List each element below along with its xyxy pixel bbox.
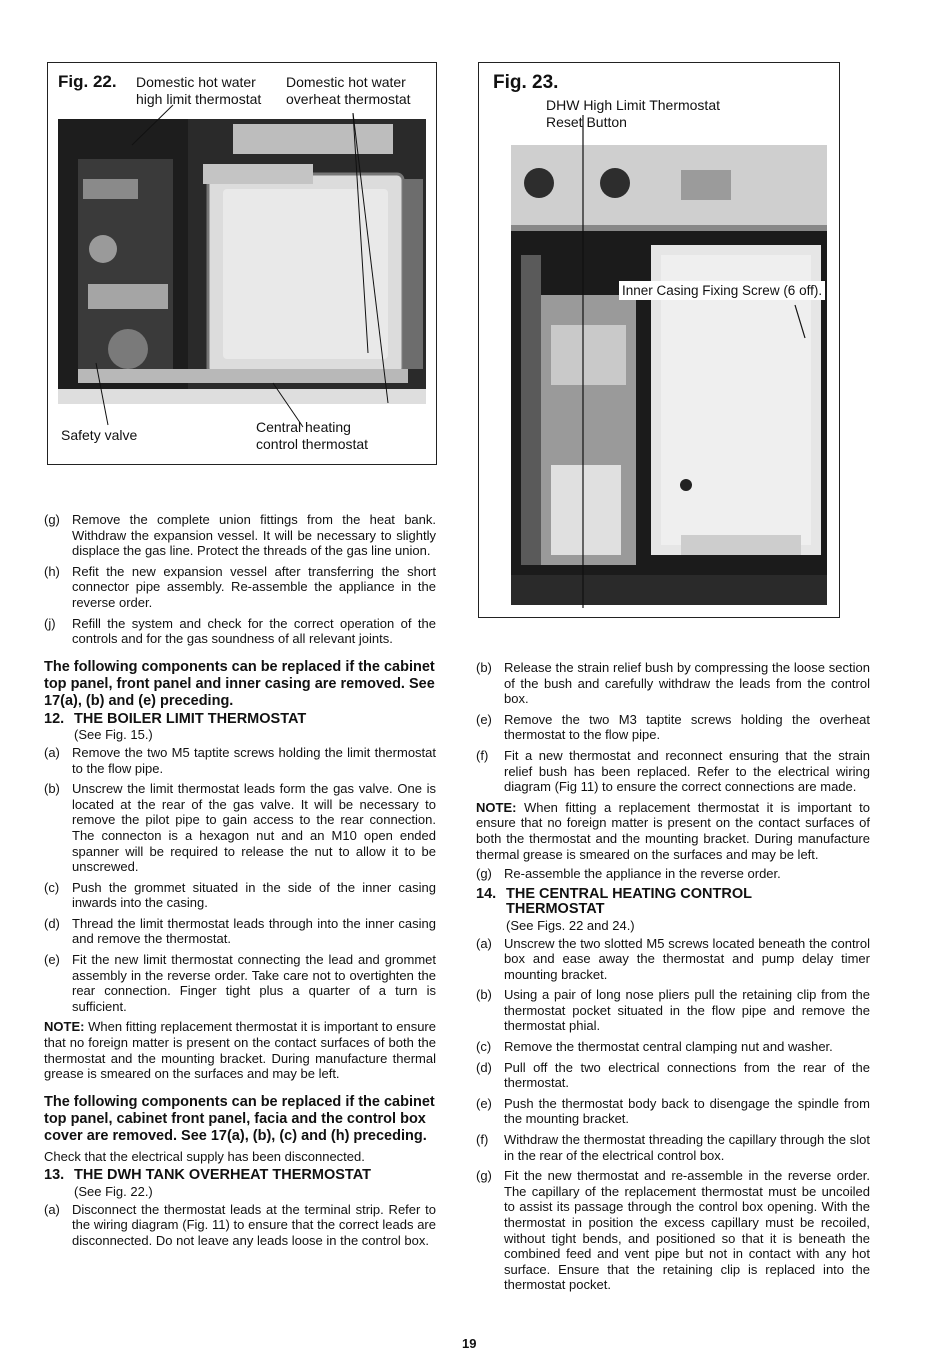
right-column <box>476 660 870 1298</box>
step-13b: (b) Release the strain relief bush by compressing the loose section of the bush and carefully withdraw the leads from the control box. <box>476 660 870 707</box>
step-g-remove-union: (g) Remove the complete union fittings from the heat bank. Withdraw the expansion vessel. It will be necessary to slightly displace the gas line. Protect the threads of the gas line union. <box>44 512 436 559</box>
label-hw-limit-thermostat: Domestic hot water high limit thermostat <box>136 74 262 107</box>
step-12b: (b) Unscrew the limit thermostat leads form the gas valve. One is located at the rear of the gas valve. It will be necessary to remove the pilot pipe to gain access to the rear connection. The connecton is a hexagon nut and an M10 open ended spanner will be required to release the nut to allow it to be unscrewed. <box>44 781 436 875</box>
figure-22-title: Fig. 22. <box>58 72 117 91</box>
step-12d: (d) Thread the limit thermostat leads through into the inner casing and remove the thermostat. <box>44 915 436 947</box>
label-reset-button: DHW High Limit Thermostat Reset Button <box>546 97 721 130</box>
step-14d: (d) Pull off the two electrical connections from the rear of the thermostat. <box>476 1059 870 1091</box>
step-12e: (e) Fit the new limit thermostat connecting the lead and grommet assembly in the reverse order. Take care not to overtighten the rear connection. Finger tight plus a quarter of a turn is sufficient. <box>44 952 436 1014</box>
step-14c: (c) Remove the thermostat central clamping nut and washer. <box>476 1039 833 1055</box>
note-1: NOTE: When fitting replacement thermostat it is important to ensure that no foreign matter is present on the contact surfaces of both the thermostat and the mounting bracket. During manufacture thermal grease is smeared on the surfaces and may be left. <box>44 1019 436 1082</box>
step-h-refit-vessel: (h) Refit the new expansion vessel after transferring the short connector pipe assembly. Re-assemble the appliance in the reverse order. <box>44 563 436 610</box>
step-13f: (f) Fit a new thermostat and reconnect ensuring that the strain relief bush has been replaced. Refer to the electrical wiring diagram (Fig 11) to ensure the correct connections are made. <box>476 747 870 795</box>
left-column <box>44 512 436 1253</box>
figure-23 <box>478 62 840 618</box>
figure-22-leader-lines <box>48 63 438 466</box>
figure-23-title: Fig. 23. <box>493 72 559 93</box>
section-13-heading: 13. THE DWH TANK OVERHEAT THERMOSTAT <box>44 1167 371 1184</box>
section-13-reference: (See Fig. 22.) <box>74 1184 153 1199</box>
note-2: NOTE: When fitting a replacement thermostat it is important to ensure that no foreign matter is present on the contact surfaces of both the thermostat and the mounting bracket. During manufacture thermal grease is smeared on the surfaces and may be left. <box>476 799 870 862</box>
step-j-refill-system: (j) Refill the system and check for the correct operation of the controls and for the gas soundness of all relevant joints. <box>44 615 436 647</box>
step-14g: (g) Fit the new thermostat and re-assemble in the reverse order. The capillary of the replacement thermostat must be uncoiled to assist its passage through the control box opening. With the thermostat in position the excess capillary must be recoiled, without tight bends, and positioned so that it is beneath the combined feed and vent pipe but not in contact with any hot surface. Ensure that the retaining clip is replaced into the thermostat pocket. <box>476 1168 870 1293</box>
step-14b: (b) Using a pair of long nose pliers pull the retaining clip from the thermostat pocket situated in the flow pipe and remove the thermostat phial. <box>476 987 870 1034</box>
label-hw-overheat-thermostat: Domestic hot water overheat thermostat <box>286 74 411 107</box>
step-14f: (f) Withdraw the thermostat threading the capillary through the slot in the rear of the electrical control box. <box>476 1132 870 1163</box>
step-14a: (a) Unscrew the two slotted M5 screws located beneath the control box and ease away the thermostat and pump delay timer mounting bracket. <box>476 935 870 982</box>
figure-22 <box>47 62 437 465</box>
step-14e: (e) Push the thermostat body back to disengage the spindle from the mounting bracket. <box>476 1095 870 1127</box>
label-ch-control-thermostat: Central heating control thermostat <box>256 419 369 452</box>
step-13a: (a) Disconnect the thermostat leads at the terminal strip. Refer to the wiring diagram (Fig. 11) to ensure that the correct leads are disconnected. Do not leave any leads loose in the control box. <box>44 1201 436 1248</box>
section-14-heading: 14. THE CENTRAL HEATING CONTROL THERMOSTAT <box>476 885 752 918</box>
step-12a: (a) Remove the two M5 taptite screws holding the limit thermostat to the flow pipe. <box>44 744 436 776</box>
components-heading-2: The following components can be replaced if the cabinet top panel, cabinet front panel, facia and the control box cover are removed. See 17(a), (b), (c) and (h) preceding. <box>44 1093 435 1144</box>
page-number: 19 <box>462 1336 477 1351</box>
step-13e: (e) Remove the two M3 taptite screws holding the overheat thermostat to the flow pipe. <box>476 711 870 743</box>
section-12-heading: 12. THE BOILER LIMIT THERMOSTAT <box>44 710 307 727</box>
electrical-check-text: Check that the electrical supply has been disconnected. <box>44 1148 365 1164</box>
label-inner-casing-fixing-screw: Inner Casing Fixing Screw (6 off). <box>619 281 825 300</box>
step-12c: (c) Push the grommet situated in the side of the inner casing inwards into the casing. <box>44 879 436 911</box>
figure-23-leader-lines <box>479 63 841 619</box>
section-14-reference: (See Figs. 22 and 24.) <box>506 917 635 933</box>
components-heading-1: The following components can be replaced if the cabinet top panel, front panel and inner casing are removed. See 17(a), (b) and (e) preceding. <box>44 658 435 709</box>
label-safety-valve: Safety valve <box>61 427 138 443</box>
section-12-reference: (See Fig. 15.) <box>74 727 153 743</box>
step-13g: (g) Re-assemble the appliance in the reverse order. <box>476 866 781 882</box>
